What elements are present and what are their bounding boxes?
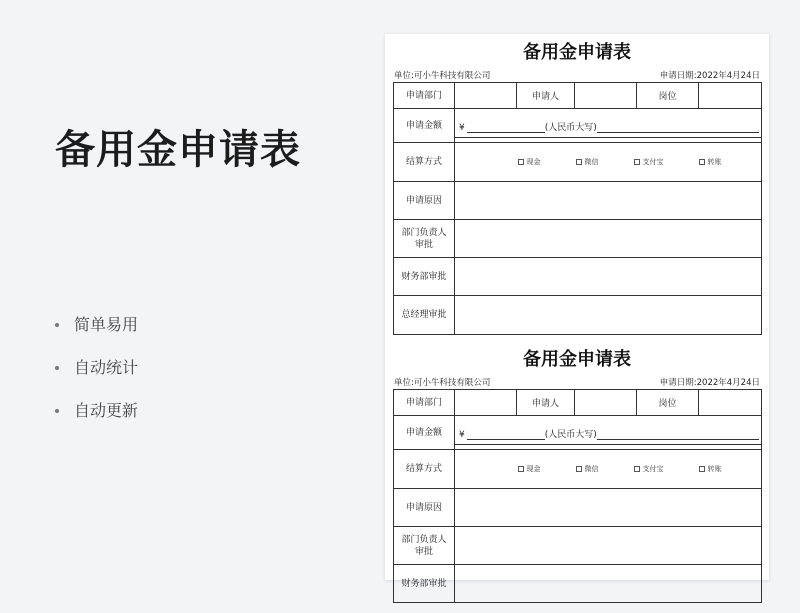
- payment-option-alipay[interactable]: 支付宝: [634, 157, 664, 167]
- table-row: [394, 109, 762, 143]
- position-cell[interactable]: [699, 83, 762, 109]
- form-table: [393, 389, 762, 603]
- applicant-cell[interactable]: [575, 390, 637, 416]
- date-label: 申请日期:2022年4月24日: [659, 378, 760, 388]
- amount-label: 申请金额: [394, 109, 455, 143]
- dept-head-cell[interactable]: [455, 220, 762, 258]
- page-heading: 备用金申请表: [55, 127, 301, 173]
- payment-option-wechat[interactable]: 微信: [576, 157, 599, 167]
- department-label: 申请部门: [394, 83, 455, 109]
- rmb-label: (人民币大写): [544, 430, 597, 440]
- reason-label: 申请原因: [394, 489, 455, 527]
- date-label: 申请日期:2022年4月24日: [659, 71, 760, 81]
- rmb-line: [597, 123, 759, 133]
- settlement-cell: [455, 450, 762, 489]
- checkbox-icon: [518, 159, 524, 165]
- dept-head-label: 部门负责人 审批: [394, 220, 455, 258]
- dept-head-cell[interactable]: [455, 527, 762, 565]
- amount-label: 申请金额: [394, 416, 455, 450]
- finance-cell[interactable]: [455, 258, 762, 296]
- table-row: [394, 565, 762, 603]
- unit-label: 单位:可小牛科技有限公司: [394, 71, 491, 81]
- bullet-icon: [55, 366, 59, 370]
- payment-option-transfer[interactable]: 转账: [699, 157, 722, 167]
- settlement-cell: [455, 143, 762, 182]
- payment-option-alipay[interactable]: 支付宝: [634, 464, 664, 474]
- amount-cell[interactable]: [455, 109, 762, 143]
- finance-label: 财务部审批: [394, 258, 455, 296]
- payment-option-transfer[interactable]: 转账: [699, 464, 722, 474]
- feature-item: 自动统计: [55, 357, 138, 400]
- amount-line: [467, 430, 545, 440]
- currency-symbol: ¥: [459, 430, 465, 440]
- application-form-1: [385, 36, 769, 335]
- settlement-label: 结算方式: [394, 143, 455, 182]
- amount-cell[interactable]: [455, 416, 762, 450]
- rmb-line: [597, 430, 759, 440]
- checkbox-icon: [576, 466, 582, 472]
- checkbox-icon: [576, 159, 582, 165]
- form-meta: [385, 70, 769, 82]
- reason-cell[interactable]: [455, 182, 762, 220]
- form-meta: [385, 377, 769, 389]
- applicant-label: 申请人: [517, 390, 575, 416]
- bullet-icon: [55, 409, 59, 413]
- table-row: [394, 489, 762, 527]
- application-form-2: [385, 343, 769, 603]
- table-row: [394, 450, 762, 489]
- gm-label: 总经理审批: [394, 296, 455, 335]
- reason-label: 申请原因: [394, 182, 455, 220]
- dept-head-label: 部门负责人 审批: [394, 527, 455, 565]
- reason-cell[interactable]: [455, 489, 762, 527]
- rmb-label: (人民币大写): [544, 123, 597, 133]
- unit-label: 单位:可小牛科技有限公司: [394, 378, 491, 388]
- feature-item: 简单易用: [55, 314, 138, 357]
- department-label: 申请部门: [394, 390, 455, 416]
- table-row: [394, 416, 762, 450]
- table-row: [394, 182, 762, 220]
- feature-list: [55, 314, 138, 443]
- payment-option-cash[interactable]: 现金: [518, 464, 541, 474]
- feature-item: 自动更新: [55, 400, 138, 443]
- payment-option-wechat[interactable]: 微信: [576, 464, 599, 474]
- table-row: [394, 83, 762, 109]
- checkbox-icon: [634, 466, 640, 472]
- table-row: [394, 527, 762, 565]
- checkbox-icon: [699, 466, 705, 472]
- department-cell[interactable]: [455, 390, 517, 416]
- checkbox-icon: [699, 159, 705, 165]
- position-label: 岗位: [637, 390, 699, 416]
- position-label: 岗位: [637, 83, 699, 109]
- currency-symbol: ¥: [459, 123, 465, 133]
- table-row: [394, 258, 762, 296]
- form-title: 备用金申请表: [523, 349, 631, 370]
- bullet-icon: [55, 323, 59, 327]
- checkbox-icon: [518, 466, 524, 472]
- form-preview: [385, 34, 769, 589]
- applicant-label: 申请人: [517, 83, 575, 109]
- settlement-label: 结算方式: [394, 450, 455, 489]
- applicant-cell[interactable]: [575, 83, 637, 109]
- payment-option-cash[interactable]: 现金: [518, 157, 541, 167]
- table-row: [394, 390, 762, 416]
- position-cell[interactable]: [699, 390, 762, 416]
- table-row: [394, 220, 762, 258]
- table-row: [394, 296, 762, 335]
- amount-line: [467, 123, 545, 133]
- table-row: [394, 143, 762, 182]
- department-cell[interactable]: [455, 83, 517, 109]
- form-table: [393, 82, 762, 335]
- finance-label: 财务部审批: [394, 565, 455, 603]
- form-title: 备用金申请表: [523, 42, 631, 63]
- gm-cell[interactable]: [455, 296, 762, 335]
- finance-cell[interactable]: [455, 565, 762, 603]
- checkbox-icon: [634, 159, 640, 165]
